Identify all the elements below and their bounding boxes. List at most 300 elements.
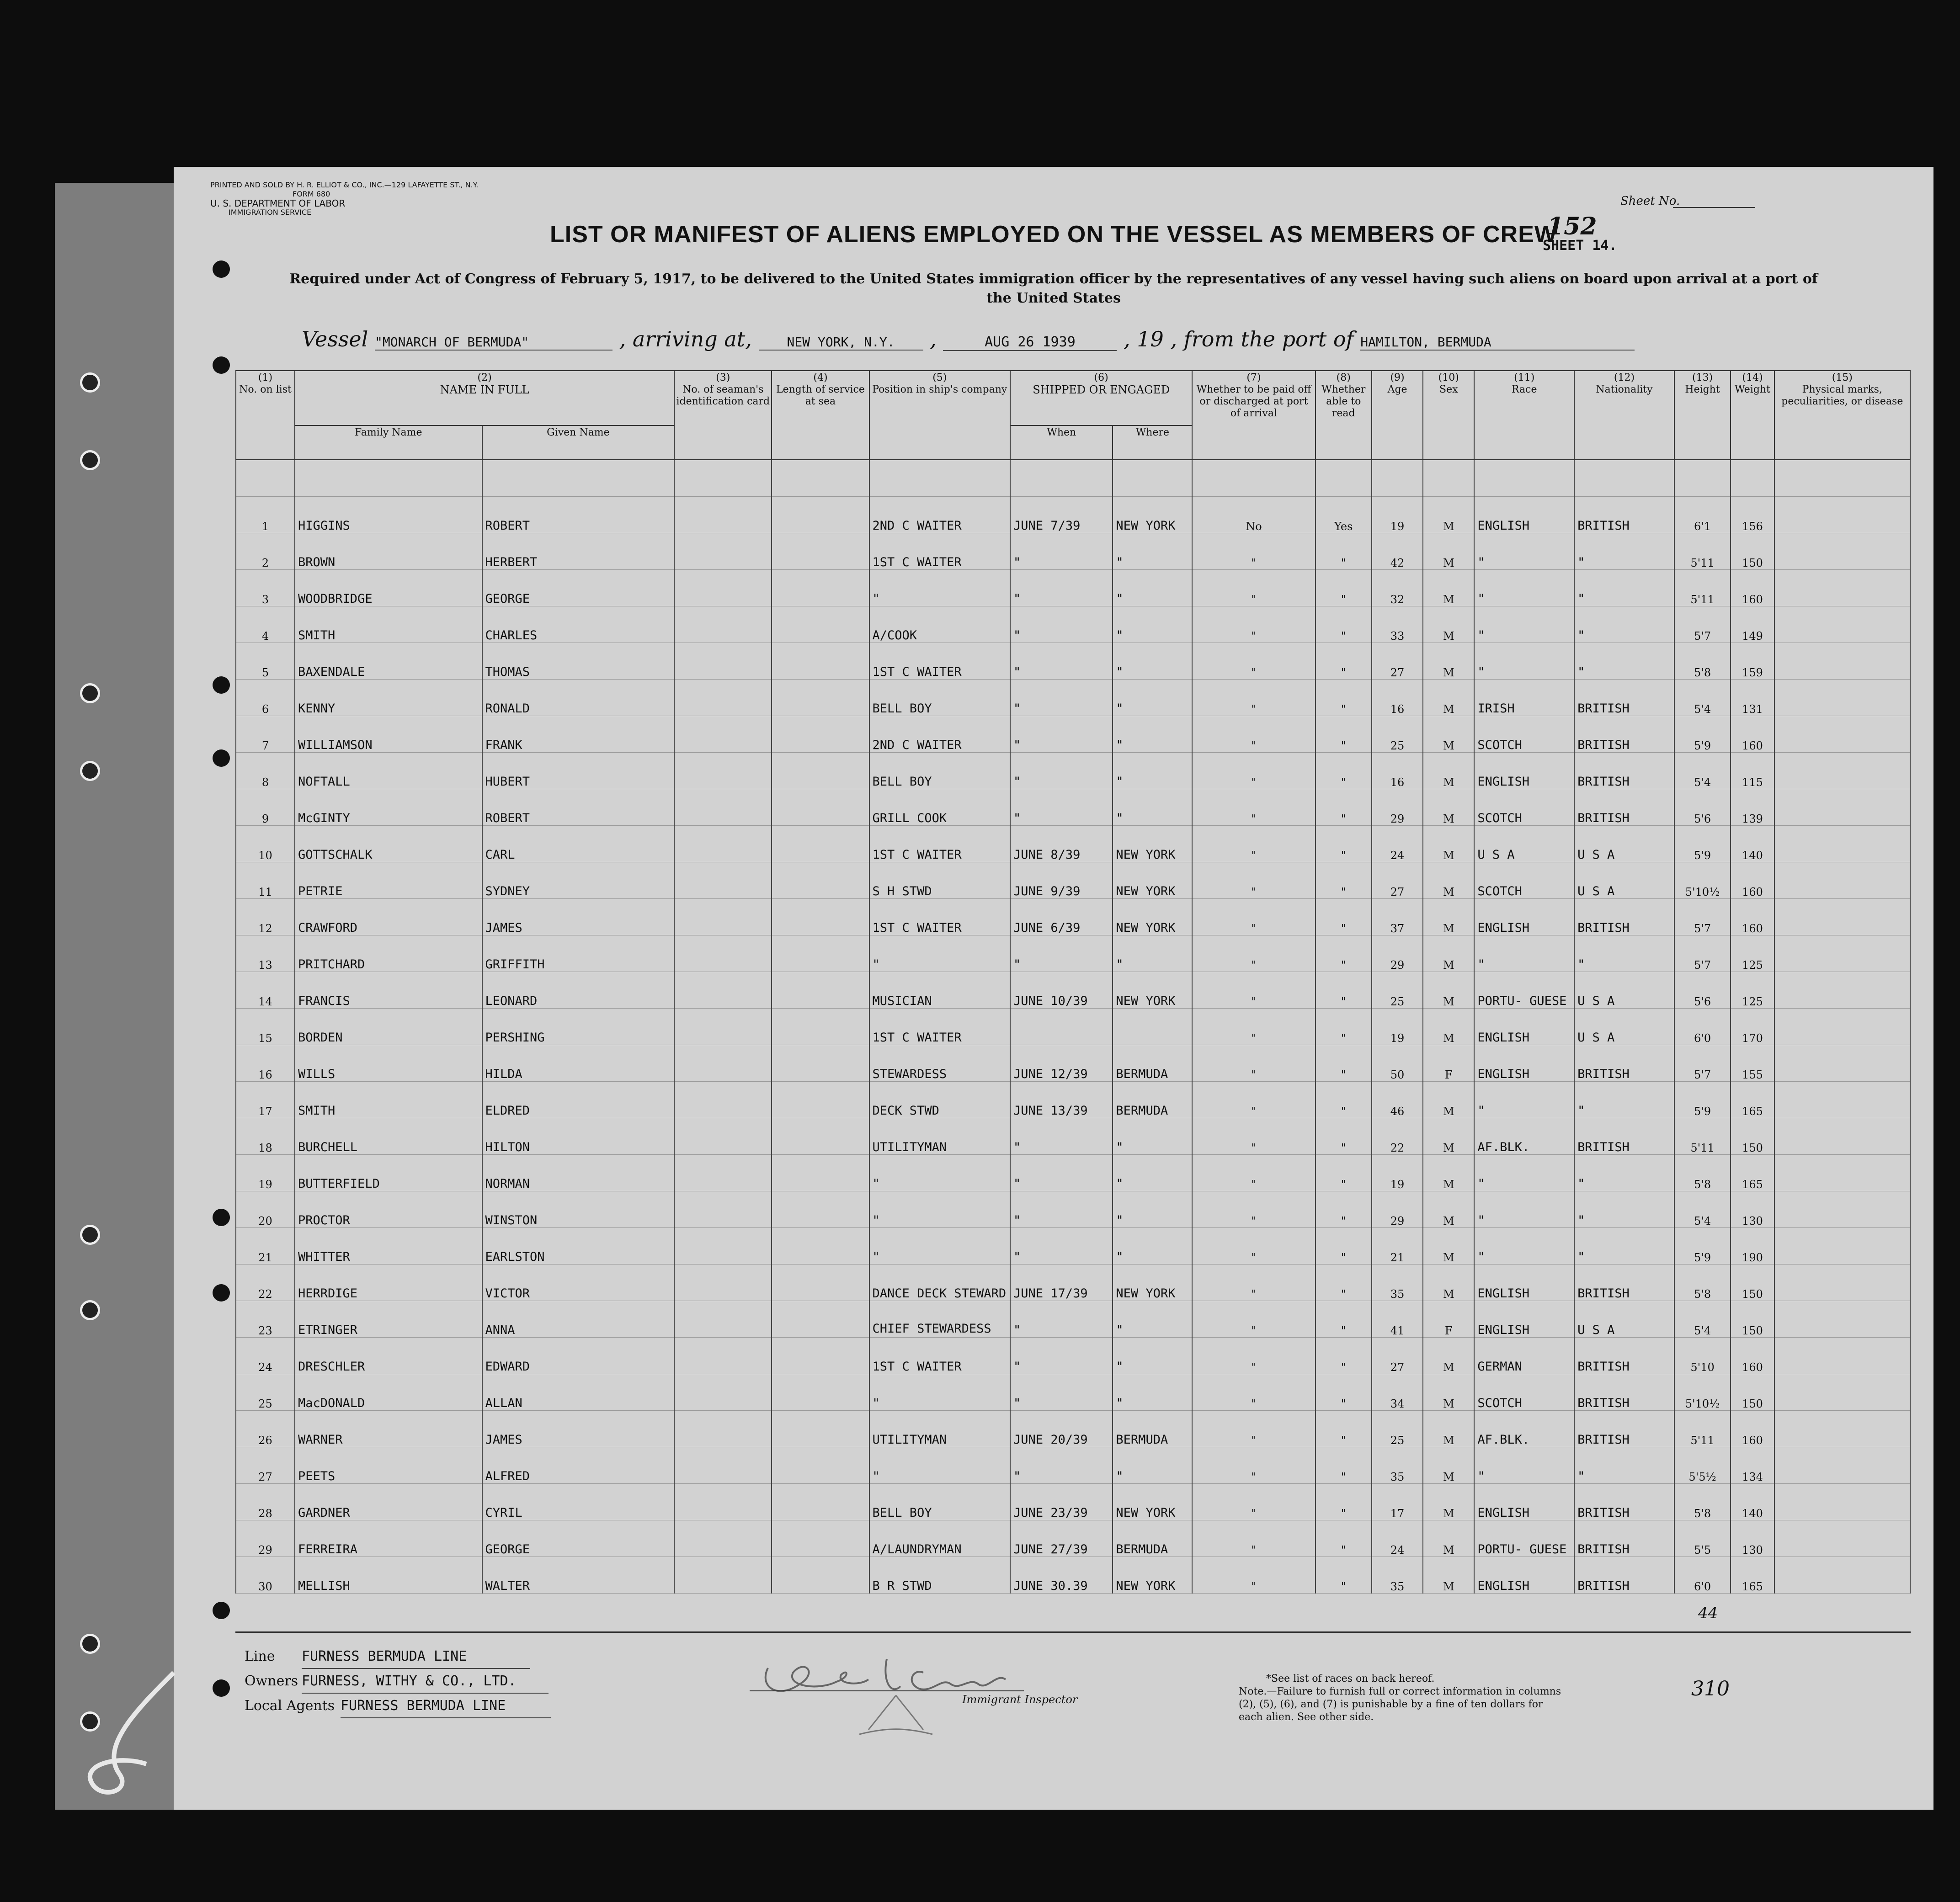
row-number-cell: 16 [236, 1045, 295, 1082]
row-number-cell: 30 [236, 1557, 295, 1594]
able-to-read-cell: " [1316, 862, 1372, 899]
service-length-cell [772, 680, 869, 716]
margin-scribble [82, 1654, 192, 1801]
position-cell: BELL BOY [869, 753, 1011, 789]
id-card-number-cell [674, 1520, 772, 1557]
race-cell: SCOTCH [1474, 1374, 1574, 1411]
sex-cell: M [1423, 716, 1474, 753]
weight-cell: 155 [1731, 1045, 1774, 1082]
able-to-read-cell: " [1316, 899, 1372, 935]
paid-off-cell: " [1192, 1411, 1315, 1447]
paid-off-cell: " [1192, 1045, 1315, 1082]
position-cell: " [869, 935, 1011, 972]
nationality-cell: BRITISH [1574, 899, 1674, 935]
family-name-cell: DRESCHLER [295, 1338, 482, 1374]
race-cell: SCOTCH [1474, 789, 1574, 826]
position-cell: " [869, 1228, 1011, 1264]
paid-off-cell: " [1192, 1374, 1315, 1411]
given-name-cell: HUBERT [482, 753, 675, 789]
row-number-cell: 7 [236, 716, 295, 753]
weight-cell: 125 [1731, 972, 1774, 1009]
col-header-when: When [1010, 425, 1113, 460]
physical-marks-cell [1774, 1301, 1910, 1338]
table-row [236, 1009, 1910, 1045]
id-card-number-cell [674, 497, 772, 533]
height-cell: 5'11 [1674, 533, 1731, 570]
row-number-cell: 10 [236, 826, 295, 862]
shipped-where-cell: " [1113, 1228, 1192, 1264]
race-cell: " [1474, 1447, 1574, 1484]
weight-cell: 150 [1731, 1264, 1774, 1301]
shipped-where-cell: " [1113, 753, 1192, 789]
age-cell: 29 [1372, 1191, 1423, 1228]
service-length-cell [772, 1338, 869, 1374]
id-card-number-cell [674, 826, 772, 862]
position-cell: " [869, 1374, 1011, 1411]
race-cell: " [1474, 1082, 1574, 1118]
physical-marks-cell [1774, 1009, 1910, 1045]
row-number-cell: 15 [236, 1009, 295, 1045]
race-cell: ENGLISH [1474, 753, 1574, 789]
age-cell: 27 [1372, 862, 1423, 899]
binder-ring [80, 1634, 100, 1654]
able-to-read-cell: " [1316, 680, 1372, 716]
from-label: , from the port of [1170, 327, 1354, 351]
given-name-cell: HERBERT [482, 533, 675, 570]
height-cell: 5'7 [1674, 899, 1731, 935]
nationality-cell: BRITISH [1574, 753, 1674, 789]
binder-ring [80, 1225, 100, 1245]
shipped-where-cell: BERMUDA [1113, 1082, 1192, 1118]
paid-off-cell: " [1192, 1447, 1315, 1484]
shipped-where-cell: NEW YORK [1113, 1557, 1192, 1594]
sex-cell: M [1423, 789, 1474, 826]
col-header-card: (3) No. of seaman's identification card [674, 371, 772, 460]
table-row [236, 1374, 1910, 1411]
height-cell: 5'5½ [1674, 1447, 1731, 1484]
race-cell: ENGLISH [1474, 497, 1574, 533]
sex-cell: M [1423, 497, 1474, 533]
given-name-cell: CHARLES [482, 606, 675, 643]
row-number-cell: 22 [236, 1264, 295, 1301]
weight-cell: 156 [1731, 497, 1774, 533]
paid-off-cell: " [1192, 716, 1315, 753]
table-row [236, 935, 1910, 972]
id-card-number-cell [674, 789, 772, 826]
handwritten-sheet-number: 152 [1547, 213, 1597, 240]
nationality-cell: BRITISH [1574, 1264, 1674, 1301]
race-cell: " [1474, 606, 1574, 643]
shipped-when-cell: " [1010, 716, 1113, 753]
binder-ring [80, 1300, 100, 1320]
sex-cell: M [1423, 1338, 1474, 1374]
col-header-family-name: Family Name [295, 425, 482, 460]
col-header-marks: (15) Physical marks, peculiarities, or disease [1774, 371, 1910, 460]
service-length-cell [772, 1009, 869, 1045]
shipped-where-cell: " [1113, 1338, 1192, 1374]
race-cell: " [1474, 1155, 1574, 1191]
paid-off-cell: " [1192, 680, 1315, 716]
height-cell: 5'8 [1674, 1155, 1731, 1191]
shipped-when-cell: " [1010, 1447, 1113, 1484]
row-number-cell: 9 [236, 789, 295, 826]
physical-marks-cell [1774, 1338, 1910, 1374]
race-cell: " [1474, 1228, 1574, 1264]
paid-off-cell: " [1192, 1191, 1315, 1228]
id-card-number-cell [674, 606, 772, 643]
service-length-cell [772, 1264, 869, 1301]
shipped-where-cell: BERMUDA [1113, 1411, 1192, 1447]
nationality-cell: U S A [1574, 826, 1674, 862]
family-name-cell: BROWN [295, 533, 482, 570]
height-cell: 5'6 [1674, 972, 1731, 1009]
given-name-cell: CYRIL [482, 1484, 675, 1520]
race-cell: SCOTCH [1474, 862, 1574, 899]
id-card-number-cell [674, 935, 772, 972]
paid-off-cell: " [1192, 753, 1315, 789]
shipped-where-cell: " [1113, 716, 1192, 753]
given-name-cell: ALFRED [482, 1447, 675, 1484]
age-cell: 34 [1372, 1374, 1423, 1411]
service-length-cell [772, 862, 869, 899]
id-card-number-cell [674, 1191, 772, 1228]
given-name-cell: EDWARD [482, 1338, 675, 1374]
shipped-when-cell: JUNE 30.39 [1010, 1557, 1113, 1594]
race-cell: PORTU- GUESE [1474, 972, 1574, 1009]
row-number-cell: 24 [236, 1338, 295, 1374]
physical-marks-cell [1774, 570, 1910, 606]
nationality-cell: BRITISH [1574, 1045, 1674, 1082]
race-cell: PORTU- GUESE [1474, 1520, 1574, 1557]
sex-cell: M [1423, 1264, 1474, 1301]
weight-cell: 150 [1731, 1301, 1774, 1338]
table-row [236, 497, 1910, 533]
age-cell: 21 [1372, 1228, 1423, 1264]
weight-cell: 165 [1731, 1155, 1774, 1191]
shipped-where-cell: BERMUDA [1113, 1045, 1192, 1082]
owners-label: Owners [245, 1673, 298, 1689]
shipped-where-cell: " [1113, 935, 1192, 972]
given-name-cell: ROBERT [482, 789, 675, 826]
paid-off-cell: " [1192, 789, 1315, 826]
able-to-read-cell: " [1316, 1338, 1372, 1374]
age-cell: 19 [1372, 1009, 1423, 1045]
shipped-where-cell: NEW YORK [1113, 899, 1192, 935]
able-to-read-cell: " [1316, 1045, 1372, 1082]
weight-cell: 190 [1731, 1228, 1774, 1264]
table-row [236, 570, 1910, 606]
height-cell: 5'11 [1674, 570, 1731, 606]
given-name-cell: HILTON [482, 1118, 675, 1155]
sex-cell: M [1423, 1082, 1474, 1118]
crew-table-body [236, 460, 1910, 1594]
nationality-cell: BRITISH [1574, 1374, 1674, 1411]
col-header-service: (4) Length of service at sea [772, 371, 869, 460]
paid-off-cell: " [1192, 533, 1315, 570]
shipped-when-cell: JUNE 27/39 [1010, 1520, 1113, 1557]
weight-cell: 170 [1731, 1009, 1774, 1045]
paid-off-cell: No [1192, 497, 1315, 533]
given-name-cell: ROBERT [482, 497, 675, 533]
race-cell: ENGLISH [1474, 1264, 1574, 1301]
family-name-cell: PRITCHARD [295, 935, 482, 972]
weight-cell: 160 [1731, 1411, 1774, 1447]
header-row [236, 371, 1910, 425]
shipped-where-cell: " [1113, 533, 1192, 570]
weight-cell: 160 [1731, 1338, 1774, 1374]
position-cell: 1ST C WAITER [869, 533, 1011, 570]
spacer-row [236, 460, 1910, 497]
owners-value: FURNESS, WITHY & CO., LTD. [302, 1670, 549, 1694]
nationality-cell: " [1574, 570, 1674, 606]
id-card-number-cell [674, 716, 772, 753]
shipped-where-cell: NEW YORK [1113, 497, 1192, 533]
sex-cell: M [1423, 1557, 1474, 1594]
family-name-cell: KENNY [295, 680, 482, 716]
paid-off-cell: " [1192, 1155, 1315, 1191]
id-card-number-cell [674, 1374, 772, 1411]
physical-marks-cell [1774, 716, 1910, 753]
age-cell: 25 [1372, 972, 1423, 1009]
race-note: *See list of races on back hereof. [1266, 1673, 1435, 1684]
age-cell: 17 [1372, 1484, 1423, 1520]
position-cell: " [869, 1155, 1011, 1191]
shipped-when-cell: JUNE 8/39 [1010, 826, 1113, 862]
signature-scrawl [750, 1641, 1024, 1741]
position-cell: DANCE DECK STEWARD [869, 1264, 1011, 1301]
paid-off-cell: " [1192, 606, 1315, 643]
family-name-cell: ETRINGER [295, 1301, 482, 1338]
weight-cell: 150 [1731, 1374, 1774, 1411]
punch-hole [213, 260, 230, 278]
sex-cell: M [1423, 1411, 1474, 1447]
sex-cell: M [1423, 1191, 1474, 1228]
col-header-paid-off: (7) Whether to be paid off or discharged at port of arrival [1192, 371, 1315, 460]
given-name-cell: FRANK [482, 716, 675, 753]
given-name-cell: RONALD [482, 680, 675, 716]
date-stamp: AUG 26 1939 [943, 334, 1117, 351]
physical-marks-cell [1774, 1045, 1910, 1082]
table-row [236, 606, 1910, 643]
row-number-cell: 14 [236, 972, 295, 1009]
race-cell: ENGLISH [1474, 1484, 1574, 1520]
nationality-cell: BRITISH [1574, 1557, 1674, 1594]
race-cell: ENGLISH [1474, 1045, 1574, 1082]
given-name-cell: ALLAN [482, 1374, 675, 1411]
family-name-cell: MELLISH [295, 1557, 482, 1594]
given-name-cell: WALTER [482, 1557, 675, 1594]
family-name-cell: BURCHELL [295, 1118, 482, 1155]
page-title: LIST OR MANIFEST OF ALIENS EMPLOYED ON THE VESSEL AS MEMBERS OF CREW [550, 221, 1557, 248]
given-name-cell: WINSTON [482, 1191, 675, 1228]
age-cell: 41 [1372, 1301, 1423, 1338]
table-row [236, 1082, 1910, 1118]
sex-cell: M [1423, 753, 1474, 789]
physical-marks-cell [1774, 935, 1910, 972]
punch-hole [213, 1284, 230, 1302]
service-length-cell [772, 935, 869, 972]
binder-ring [80, 372, 100, 393]
shipped-when-cell: JUNE 10/39 [1010, 972, 1113, 1009]
paid-off-cell: " [1192, 1082, 1315, 1118]
race-cell: U S A [1474, 826, 1574, 862]
table-row [236, 1118, 1910, 1155]
sheet-typed: SHEET 14. [1543, 238, 1617, 254]
physical-marks-cell [1774, 1155, 1910, 1191]
sex-cell: M [1423, 606, 1474, 643]
physical-marks-cell [1774, 533, 1910, 570]
race-cell: ENGLISH [1474, 899, 1574, 935]
weight-cell: 160 [1731, 862, 1774, 899]
shipped-when-cell: " [1010, 1228, 1113, 1264]
race-cell: ENGLISH [1474, 1301, 1574, 1338]
shipped-when-cell: JUNE 6/39 [1010, 899, 1113, 935]
age-cell: 16 [1372, 753, 1423, 789]
shipped-where-cell: " [1113, 789, 1192, 826]
immigrant-inspector-label: Immigrant Inspector [962, 1693, 1078, 1706]
age-cell: 46 [1372, 1082, 1423, 1118]
position-cell: 1ST C WAITER [869, 643, 1011, 680]
weight-cell: 130 [1731, 1191, 1774, 1228]
binder-ring [80, 761, 100, 781]
given-name-cell: EARLSTON [482, 1228, 675, 1264]
table-row [236, 1484, 1910, 1520]
position-cell: UTILITYMAN [869, 1411, 1011, 1447]
race-cell: AF.BLK. [1474, 1411, 1574, 1447]
id-card-number-cell [674, 570, 772, 606]
shipped-where-cell: NEW YORK [1113, 1264, 1192, 1301]
id-card-number-cell [674, 1557, 772, 1594]
family-name-cell: McGINTY [295, 789, 482, 826]
family-name-cell: WARNER [295, 1411, 482, 1447]
family-name-cell: NOFTALL [295, 753, 482, 789]
id-card-number-cell [674, 972, 772, 1009]
id-card-number-cell [674, 533, 772, 570]
family-name-cell: BUTTERFIELD [295, 1155, 482, 1191]
row-number-cell: 18 [236, 1118, 295, 1155]
position-cell: 2ND C WAITER [869, 716, 1011, 753]
weight-cell: 160 [1731, 716, 1774, 753]
age-cell: 22 [1372, 1118, 1423, 1155]
physical-marks-cell [1774, 1520, 1910, 1557]
nationality-cell: BRITISH [1574, 1520, 1674, 1557]
family-name-cell: MacDONALD [295, 1374, 482, 1411]
physical-marks-cell [1774, 1118, 1910, 1155]
age-cell: 42 [1372, 533, 1423, 570]
table-row [236, 862, 1910, 899]
position-cell: A/LAUNDRYMAN [869, 1520, 1011, 1557]
shipped-when-cell: " [1010, 753, 1113, 789]
height-cell: 6'0 [1674, 1557, 1731, 1594]
family-name-cell: GARDNER [295, 1484, 482, 1520]
age-cell: 16 [1372, 680, 1423, 716]
col-header-no: (1) No. on list [236, 371, 295, 460]
able-to-read-cell: " [1316, 1264, 1372, 1301]
able-to-read-cell: " [1316, 606, 1372, 643]
paid-off-cell: " [1192, 570, 1315, 606]
nationality-cell: BRITISH [1574, 680, 1674, 716]
punch-hole [213, 1602, 230, 1619]
row-number-cell: 12 [236, 899, 295, 935]
position-cell: BELL BOY [869, 1484, 1011, 1520]
age-cell: 27 [1372, 643, 1423, 680]
service-length-cell [772, 1118, 869, 1155]
paid-off-cell: " [1192, 1118, 1315, 1155]
family-name-cell: FRANCIS [295, 972, 482, 1009]
physical-marks-cell [1774, 789, 1910, 826]
paid-off-cell: " [1192, 935, 1315, 972]
binder-ring [80, 450, 100, 470]
arriving-label: , arriving at, [619, 327, 752, 351]
service-length-cell [772, 1228, 869, 1264]
family-name-cell: PEETS [295, 1447, 482, 1484]
arriving-port: NEW YORK, N.Y. [759, 335, 923, 351]
service-length-cell [772, 789, 869, 826]
physical-marks-cell [1774, 826, 1910, 862]
id-card-number-cell [674, 753, 772, 789]
sex-cell: M [1423, 1009, 1474, 1045]
row-number-cell: 26 [236, 1411, 295, 1447]
position-cell: S H STWD [869, 862, 1011, 899]
row-number-cell: 28 [236, 1484, 295, 1520]
shipped-where-cell: BERMUDA [1113, 1520, 1192, 1557]
weight-cell: 159 [1731, 643, 1774, 680]
table-row [236, 1264, 1910, 1301]
age-cell: 29 [1372, 935, 1423, 972]
shipped-when-cell: " [1010, 643, 1113, 680]
height-cell: 5'10½ [1674, 1374, 1731, 1411]
weight-cell: 160 [1731, 899, 1774, 935]
weight-cell: 115 [1731, 753, 1774, 789]
col-header-shipped: (6) SHIPPED OR ENGAGED [1010, 371, 1192, 425]
position-cell: " [869, 570, 1011, 606]
physical-marks-cell [1774, 606, 1910, 643]
inspector-signature [750, 1641, 1024, 1741]
shipped-when-cell: " [1010, 606, 1113, 643]
service-length-cell [772, 1484, 869, 1520]
able-to-read-cell: Yes [1316, 497, 1372, 533]
able-to-read-cell: " [1316, 1228, 1372, 1264]
height-cell: 5'5 [1674, 1520, 1731, 1557]
able-to-read-cell: " [1316, 643, 1372, 680]
row-number-cell: 20 [236, 1191, 295, 1228]
able-to-read-cell: " [1316, 1447, 1372, 1484]
weight-cell: 125 [1731, 935, 1774, 972]
able-to-read-cell: " [1316, 1520, 1372, 1557]
row-number-cell: 3 [236, 570, 295, 606]
binder-ring [80, 683, 100, 703]
row-number-cell: 4 [236, 606, 295, 643]
service-length-cell [772, 716, 869, 753]
position-cell: CHIEF STEWARDESS [869, 1301, 1011, 1338]
shipped-when-cell: JUNE 20/39 [1010, 1411, 1113, 1447]
sex-cell: F [1423, 1045, 1474, 1082]
shipped-when-cell: " [1010, 935, 1113, 972]
given-name-cell: GRIFFITH [482, 935, 675, 972]
height-cell: 5'9 [1674, 1082, 1731, 1118]
age-cell: 35 [1372, 1264, 1423, 1301]
family-name-cell: GOTTSCHALK [295, 826, 482, 862]
sex-cell: F [1423, 1301, 1474, 1338]
able-to-read-cell: " [1316, 1557, 1372, 1594]
shipped-when-cell: " [1010, 1118, 1113, 1155]
paid-off-cell: " [1192, 1264, 1315, 1301]
height-cell: 6'0 [1674, 1009, 1731, 1045]
shipped-where-cell: " [1113, 1191, 1192, 1228]
footer-notes [1239, 1673, 1568, 1724]
sex-cell: M [1423, 826, 1474, 862]
given-name-cell: PERSHING [482, 1009, 675, 1045]
